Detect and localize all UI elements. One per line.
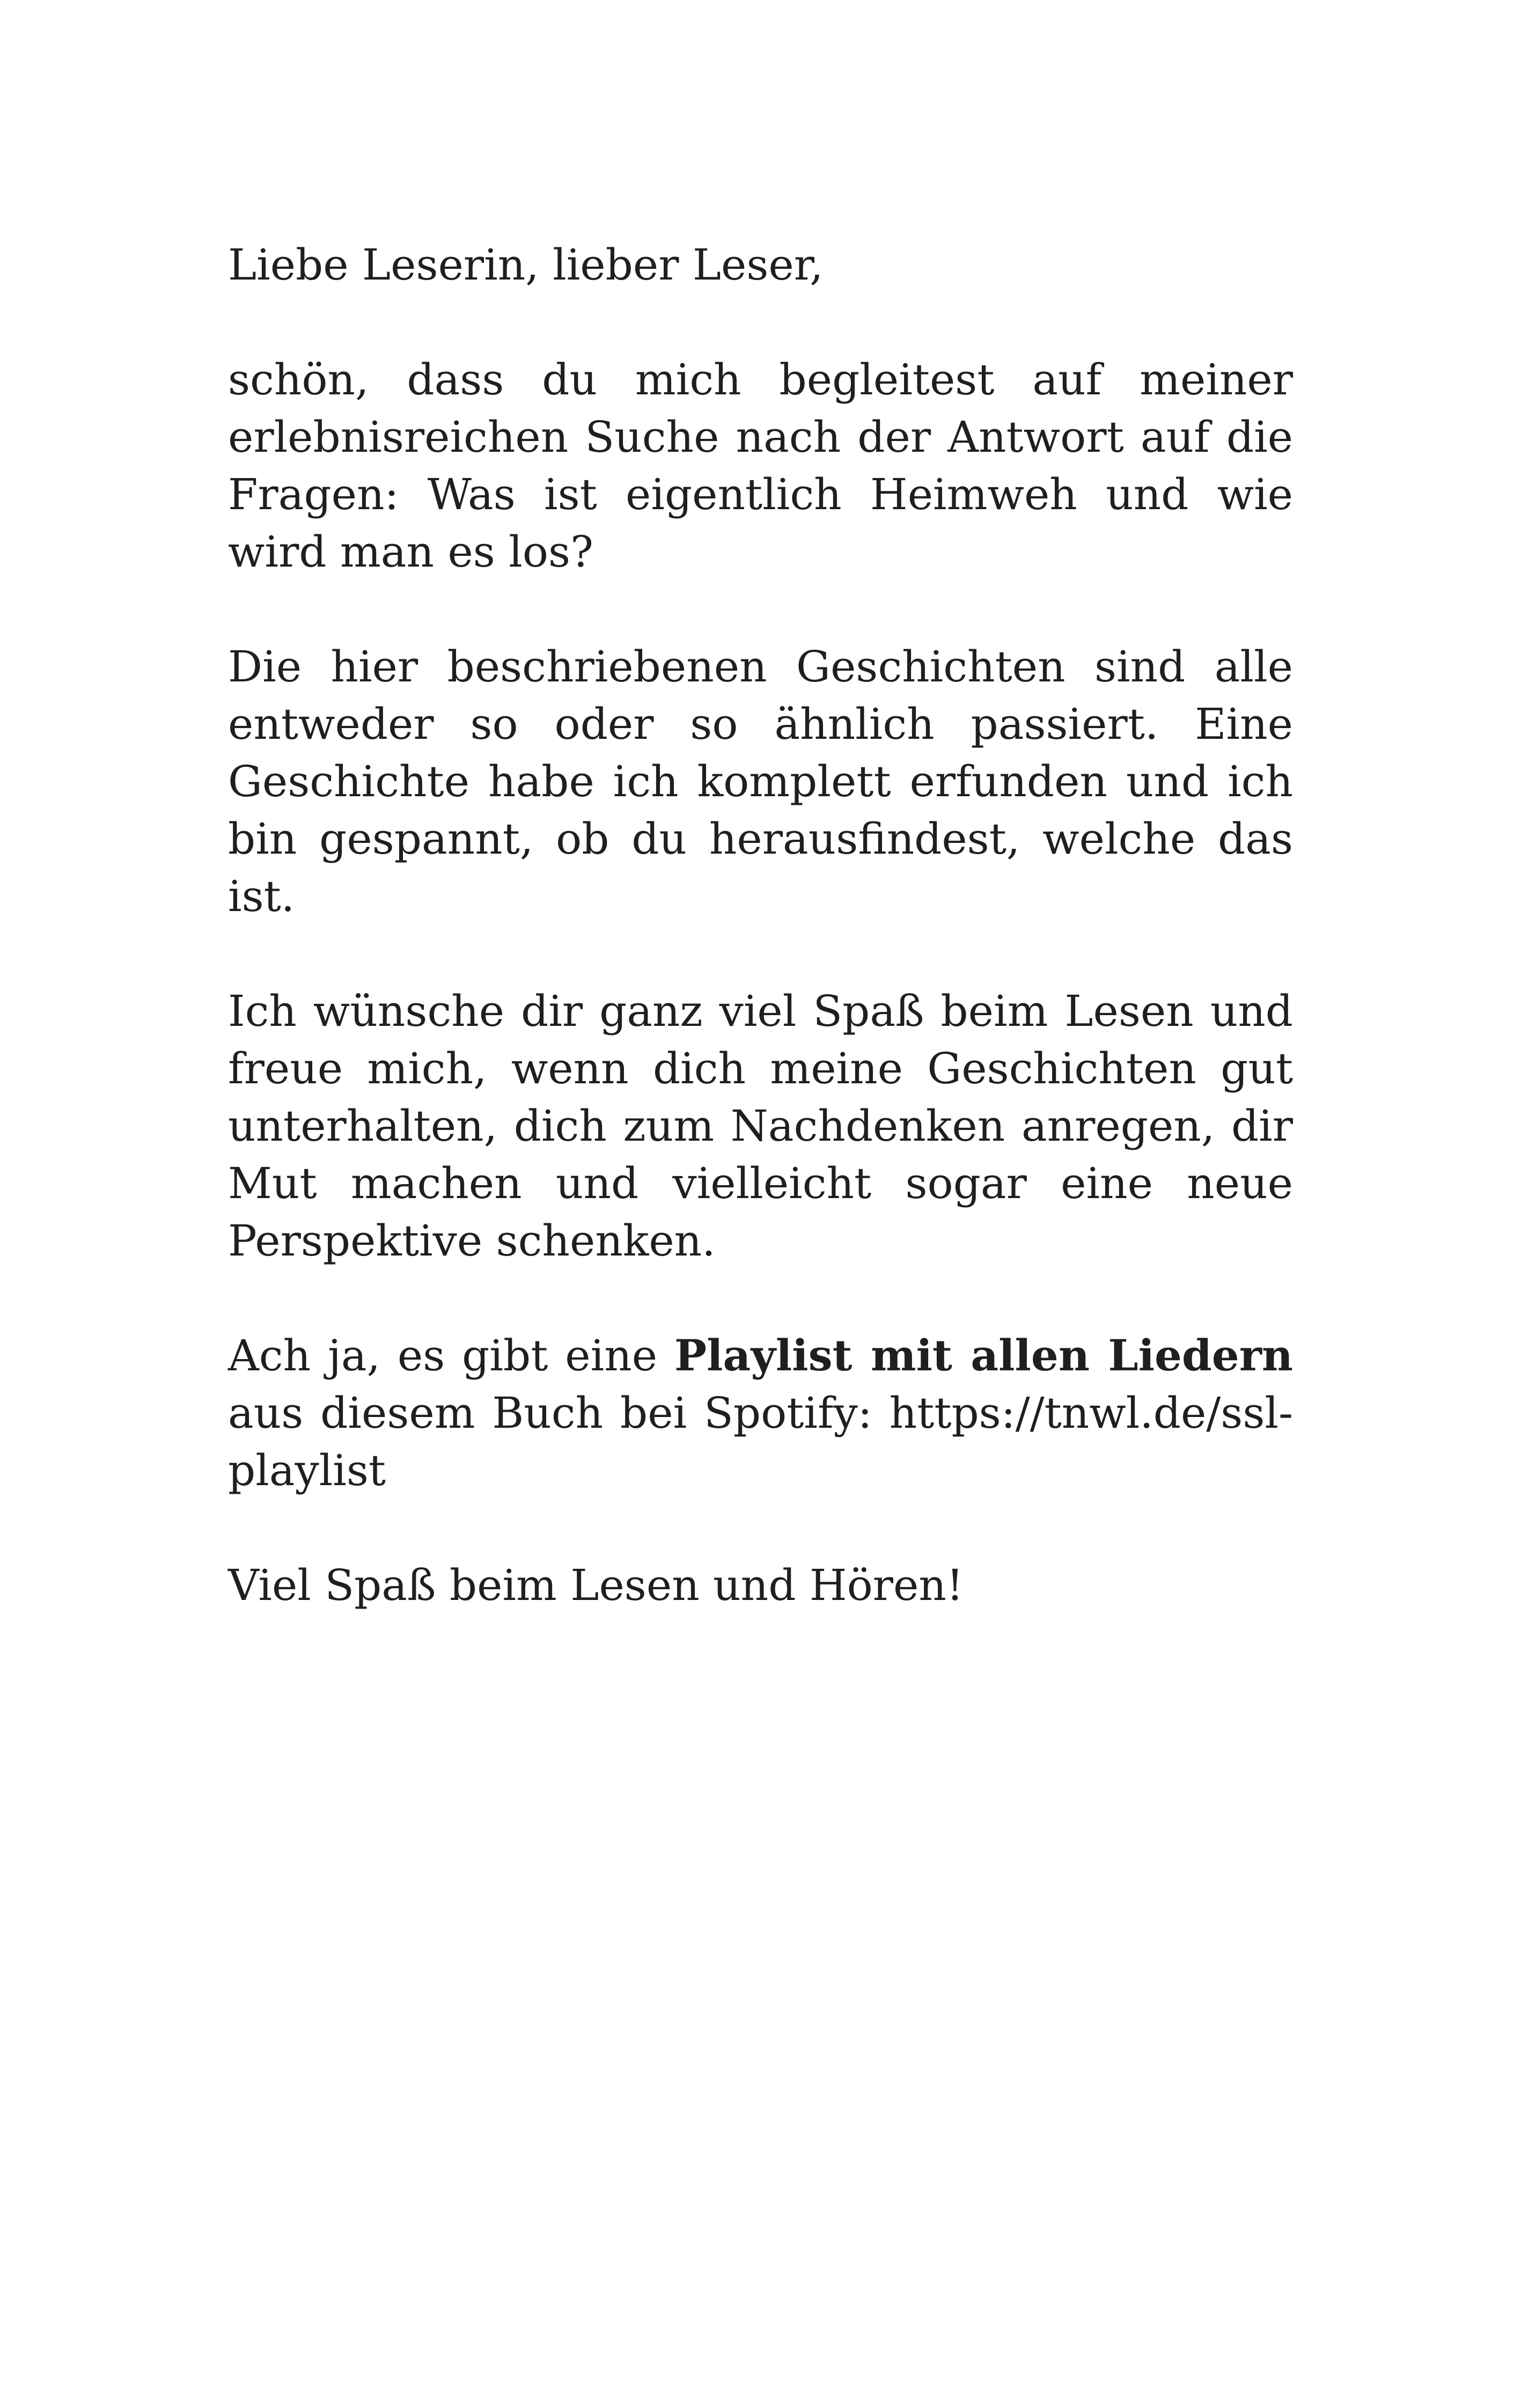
paragraph-intro: schön, dass du mich begleitest auf meiner erlebnisreichen Suche nach der Antwort auf die Fragen: Was ist eigentlich Heimweh und wie wird man es los?	[228, 355, 1293, 577]
closing-line: Viel Spaß beim Lesen und Hören!	[228, 1560, 964, 1610]
salutation: Liebe Leserin, lieber Leser,	[228, 240, 824, 290]
letter-text-block	[228, 236, 1293, 1614]
playlist-outro-text: aus diesem Buch bei Spotify: https://tnwl.de/ssl-playlist	[228, 1388, 1293, 1495]
playlist-intro-text: Ach ja, es gibt eine	[228, 1331, 674, 1381]
playlist-highlight: Playlist mit allen Liedern	[674, 1330, 1294, 1381]
paragraph-stories: Die hier beschriebenen Geschichten sind alle entweder so oder so ähnlich passiert. Eine Geschichte habe ich komplett erfunden und ich bin gespannt, ob du herausfindest, welche das ist.	[228, 642, 1293, 921]
paragraph-wishes: Ich wünsche dir ganz viel Spaß beim Lesen und freue mich, wenn dich meine Geschichten gut unterhalten, dich zum Nachdenken anregen, dir Mut machen und vielleicht sogar eine neue Perspektive schenken.	[228, 986, 1293, 1266]
paragraph-playlist	[228, 1327, 1293, 1499]
